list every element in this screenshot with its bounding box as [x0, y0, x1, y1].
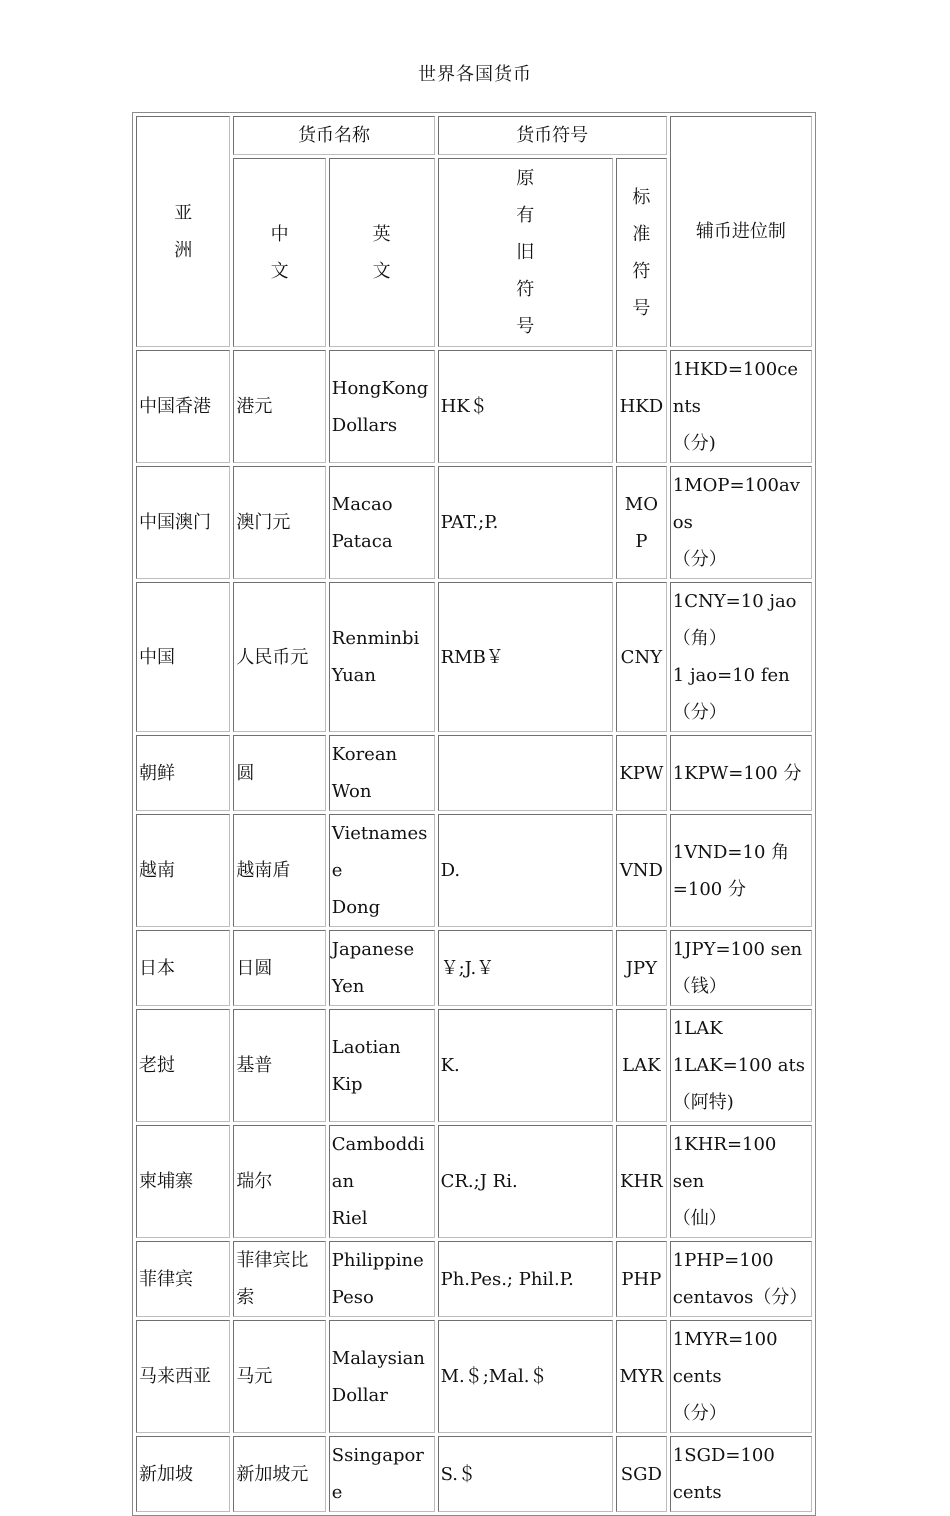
header-region: 亚 洲	[136, 116, 230, 347]
old-symbol-cell: PAT.;P.	[438, 466, 613, 579]
subunit-cell	[670, 350, 812, 463]
english-name-cell-line: HongKong	[331, 377, 429, 399]
subunit-cell	[670, 1436, 812, 1512]
old-symbol-cell: HK＄	[438, 350, 613, 463]
old-symbol-cell: RMB￥	[438, 582, 613, 732]
subunit-cell-line: 1SGD=100 cents	[672, 1445, 775, 1503]
english-name-cell-line: Renminbi	[331, 628, 420, 649]
chinese-name-cell: 菲律宾比索	[233, 1241, 325, 1317]
english-name-cell	[329, 1125, 435, 1238]
subunit-cell	[670, 1009, 812, 1122]
subunit-cell-line: 1CNY=10 jao	[672, 591, 797, 612]
table-row	[136, 1009, 812, 1122]
subunit-cell-line: 1LAK=100 ats	[672, 1055, 806, 1076]
english-name-cell-line: Yuan	[331, 665, 377, 686]
country-cell: 越南	[136, 814, 230, 927]
std-symbol-cell: MYR	[616, 1320, 667, 1433]
english-name-cell-line: Dong	[331, 897, 381, 918]
country-cell: 中国香港	[136, 350, 230, 463]
english-name-cell	[329, 930, 435, 1006]
english-name-cell-line: Yen	[331, 976, 365, 997]
subunit-cell	[670, 582, 812, 732]
country-cell: 朝鲜	[136, 735, 230, 811]
english-name-cell	[329, 1009, 435, 1122]
subunit-cell-line: 1MYR=100 cents	[672, 1329, 778, 1387]
english-name-cell-line: Ssingapore	[331, 1445, 424, 1503]
english-name-cell	[329, 582, 435, 732]
english-name-cell	[329, 1320, 435, 1433]
subunit-cell-line: =100 分	[672, 878, 746, 900]
country-cell: 老挝	[136, 1009, 230, 1122]
country-cell: 新加坡	[136, 1436, 230, 1512]
header-currency-name: 货币名称	[233, 116, 434, 155]
subunit-cell-line: 1LAK	[672, 1018, 723, 1039]
chinese-name-cell: 港元	[233, 350, 325, 463]
header-old-symbol: 原 有 旧 符 号	[438, 158, 613, 347]
english-name-cell-line: Camboddian	[331, 1134, 425, 1192]
chinese-name-cell: 圆	[233, 735, 325, 811]
old-symbol-cell: CR.;J Ri.	[438, 1125, 613, 1238]
english-name-cell	[329, 814, 435, 927]
country-cell: 日本	[136, 930, 230, 1006]
subunit-cell-line: 1MOP=100avos	[672, 475, 800, 533]
table-row	[136, 930, 812, 1006]
english-name-cell	[329, 1241, 435, 1317]
chinese-name-cell: 马元	[233, 1320, 325, 1433]
subunit-cell	[670, 466, 812, 579]
subunit-cell-line: （角）	[672, 628, 727, 649]
subunit-cell-line: 1PHP=100	[672, 1250, 774, 1271]
country-cell: 菲律宾	[136, 1241, 230, 1317]
subunit-cell-line: 1JPY=100 sen	[672, 939, 803, 960]
subunit-cell-line: 1KPW=100 分	[672, 762, 802, 784]
std-symbol-cell: MOP	[616, 466, 667, 579]
chinese-name-cell: 日圆	[233, 930, 325, 1006]
subunit-cell	[670, 1125, 812, 1238]
std-symbol-cell: KHR	[616, 1125, 667, 1238]
english-name-cell-line: Laotian Kip	[331, 1036, 401, 1095]
subunit-cell-line: 1VND=10 角	[672, 841, 790, 863]
table-row	[136, 1125, 812, 1238]
std-symbol-cell: CNY	[616, 582, 667, 732]
old-symbol-cell: Ph.Pes.; Phil.P.	[438, 1241, 613, 1317]
subunit-cell-line: （分)	[672, 433, 716, 454]
std-symbol-cell: JPY	[616, 930, 667, 1006]
std-symbol-cell: KPW	[616, 735, 667, 811]
english-name-cell-line: Vietnamese	[331, 823, 428, 881]
chinese-name-cell: 基普	[233, 1009, 325, 1122]
std-symbol-cell: HKD	[616, 350, 667, 463]
chinese-name-cell: 越南盾	[233, 814, 325, 927]
english-name-cell	[329, 1436, 435, 1512]
english-name-cell-line: Philippine	[331, 1250, 424, 1271]
old-symbol-cell	[438, 735, 613, 811]
old-symbol-cell: D.	[438, 814, 613, 927]
subunit-cell	[670, 814, 812, 927]
country-cell: 中国澳门	[136, 466, 230, 579]
english-name-cell	[329, 466, 435, 579]
english-name-cell-line: Japanese	[331, 939, 415, 960]
subunit-cell-line: 1 jao=10 fen（分）	[672, 665, 790, 723]
old-symbol-cell: K.	[438, 1009, 613, 1122]
std-symbol-cell: VND	[616, 814, 667, 927]
subunit-cell-line: （分）	[672, 1403, 727, 1424]
chinese-name-cell: 新加坡元	[233, 1436, 325, 1512]
english-name-cell	[329, 350, 435, 463]
english-name-cell	[329, 735, 435, 811]
header-subunit: 辅币进位制	[670, 116, 812, 347]
table-row	[136, 582, 812, 732]
header-currency-symbol: 货币符号	[438, 116, 667, 155]
english-name-cell-line: Dollars	[331, 414, 398, 436]
old-symbol-cell: M.＄;Mal.＄	[438, 1320, 613, 1433]
english-name-cell-line: Peso	[331, 1287, 374, 1308]
english-name-cell-line: Macao	[331, 493, 393, 515]
header-english: 英 文	[329, 158, 435, 347]
table-row	[136, 1241, 812, 1317]
subunit-cell-line: 1HKD=100cents	[672, 359, 798, 417]
subunit-cell	[670, 1320, 812, 1433]
subunit-cell-line: 1KHR=100 sen	[672, 1134, 777, 1192]
table-row	[136, 1320, 812, 1433]
subunit-cell-line: （钱）	[672, 976, 727, 997]
english-name-cell-line: Riel	[331, 1208, 368, 1229]
english-name-cell-line: Dollar	[331, 1384, 388, 1406]
country-cell: 马来西亚	[136, 1320, 230, 1433]
table-row	[136, 1436, 812, 1512]
header-chinese: 中 文	[233, 158, 325, 347]
chinese-name-cell: 瑞尔	[233, 1125, 325, 1238]
table-row	[136, 466, 812, 579]
currency-table	[132, 112, 816, 1516]
subunit-cell	[670, 1241, 812, 1317]
chinese-name-cell: 澳门元	[233, 466, 325, 579]
old-symbol-cell: ￥;J.￥	[438, 930, 613, 1006]
std-symbol-cell: PHP	[616, 1241, 667, 1317]
english-name-cell-line: Korean Won	[331, 744, 398, 802]
table-row	[136, 350, 812, 463]
table-row	[136, 735, 812, 811]
subunit-cell	[670, 735, 812, 811]
subunit-cell-line: （仙）	[672, 1208, 727, 1229]
std-symbol-cell: LAK	[616, 1009, 667, 1122]
english-name-cell-line: Malaysian	[331, 1347, 425, 1369]
country-cell: 中国	[136, 582, 230, 732]
header-std-symbol: 标 准 符 号	[616, 158, 667, 347]
subunit-cell	[670, 930, 812, 1006]
country-cell: 柬埔寨	[136, 1125, 230, 1238]
old-symbol-cell: S.＄	[438, 1436, 613, 1512]
english-name-cell-line: Pataca	[331, 530, 393, 552]
subunit-cell-line: centavos（分）	[672, 1287, 808, 1308]
subunit-cell-line: （分）	[672, 549, 727, 570]
table-row	[136, 814, 812, 927]
std-symbol-cell: SGD	[616, 1436, 667, 1512]
subunit-cell-line: （阿特)	[672, 1092, 734, 1113]
document-title: 世界各国货币	[418, 64, 532, 85]
chinese-name-cell: 人民币元	[233, 582, 325, 732]
